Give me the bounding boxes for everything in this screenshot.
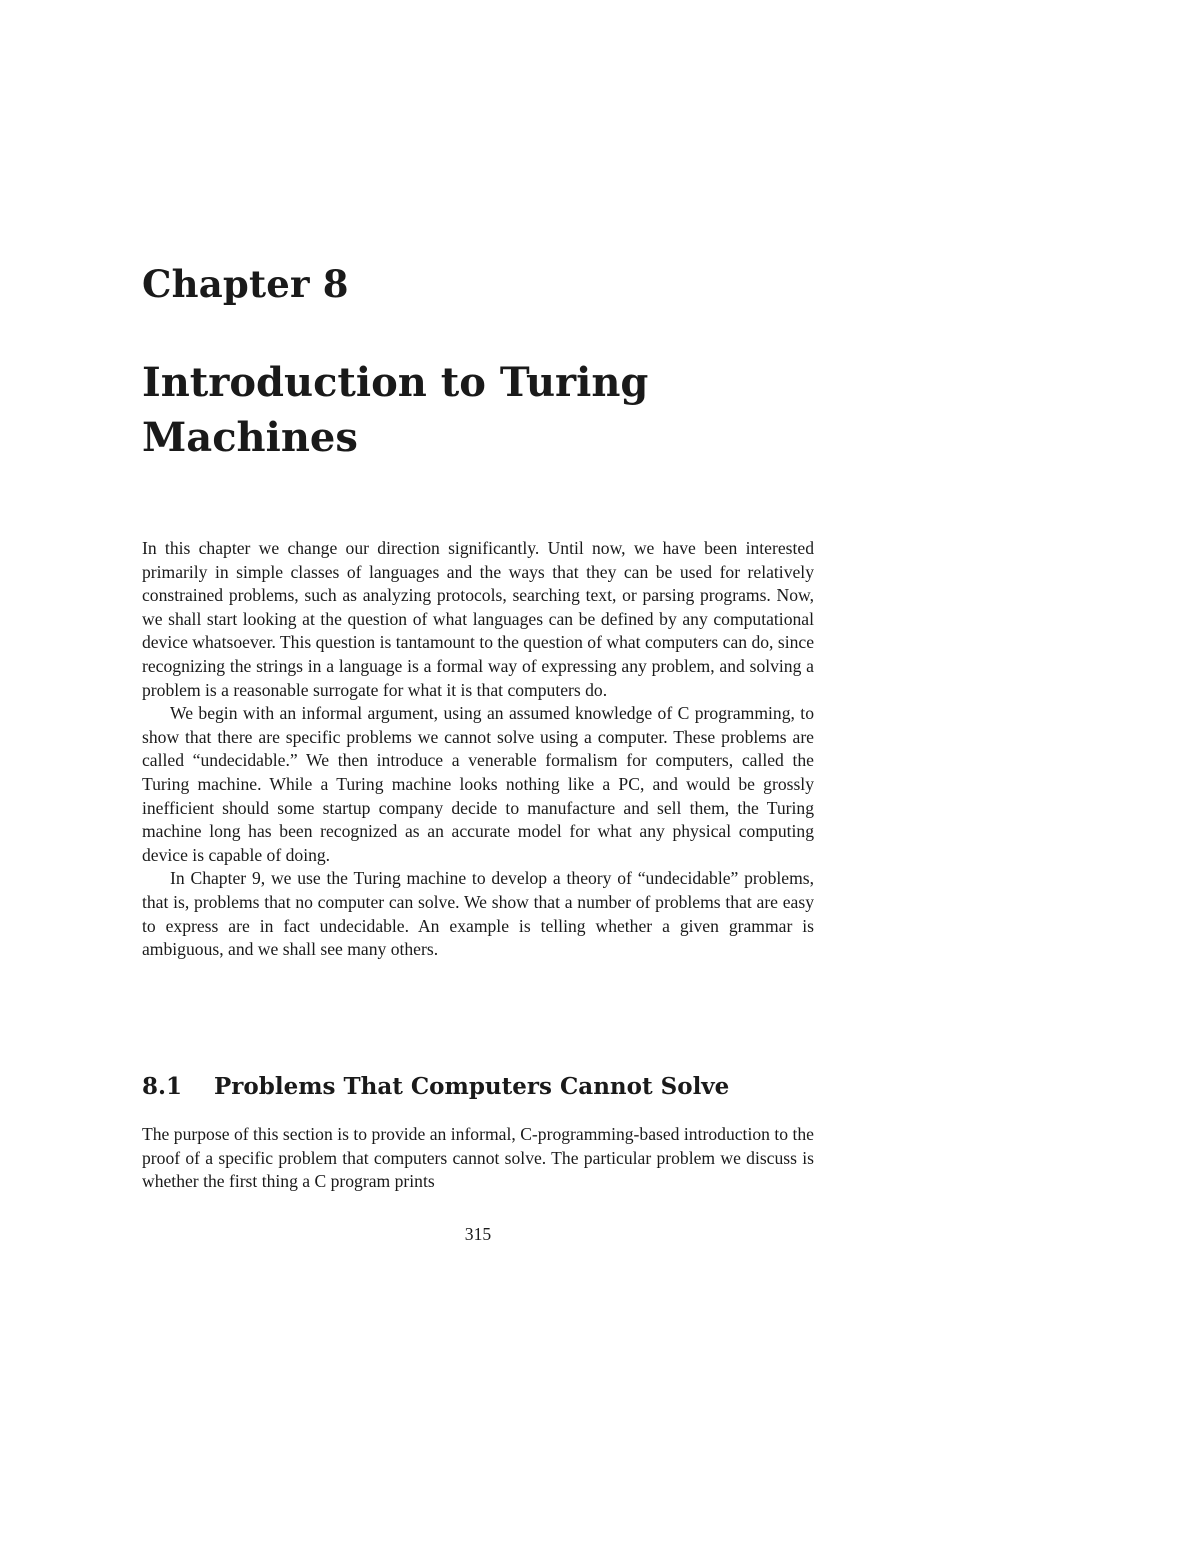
chapter-label: Chapter 8	[142, 262, 349, 306]
section-body	[142, 1123, 814, 1194]
intro-paragraph: In this chapter we change our direction significantly. Until now, we have been interested primarily in simple classes of languages and the ways that they can be used for relatively constrained problems, such as analyzing protocols, searching text, or parsing programs. Now, we shall start looking at the question of what languages can be defined by any computational device whatsoever. This question is tantamount to the question of what computers can do, since recognizing the strings in a language is a formal way of expressing any problem, and solving a problem is a reasonable surrogate for what it is that computers do.	[142, 538, 814, 700]
section-paragraph: The purpose of this section is to provide an informal, C-programming-based introduction to the proof of a specific problem that computers cannot solve. The particular problem we discuss is whether the first thing a C program prints	[142, 1124, 814, 1192]
intro-paragraph: In Chapter 9, we use the Turing machine to develop a theory of “undecidable” problems, that is, problems that no computer can solve. We show that a number of problems that are easy to express are in fact undecidable. An example is telling whether a given grammar is ambiguous, and we shall see many others.	[142, 868, 814, 960]
intro-paragraph: We begin with an informal argument, using an assumed knowledge of C programming, to show that there are specific problems we cannot solve using a computer. These problems are called “undecidable.” We then introduce a venerable formalism for computers, called the Turing machine. While a Turing machine looks nothing like a PC, and would be grossly inefficient should some startup company decide to manufacture and sell them, the Turing machine long has been recognized as an accurate model for what any physical computing device is capable of doing.	[142, 703, 814, 865]
section-number: 8.1	[142, 1073, 183, 1100]
chapter-intro	[142, 537, 814, 962]
section-heading	[142, 1070, 814, 1104]
book-page	[142, 0, 814, 1553]
chapter-title: Introduction to Turing Machines	[142, 359, 649, 461]
section-title: Problems That Computers Cannot Solve	[214, 1073, 730, 1100]
page-number: 315	[464, 1224, 492, 1244]
